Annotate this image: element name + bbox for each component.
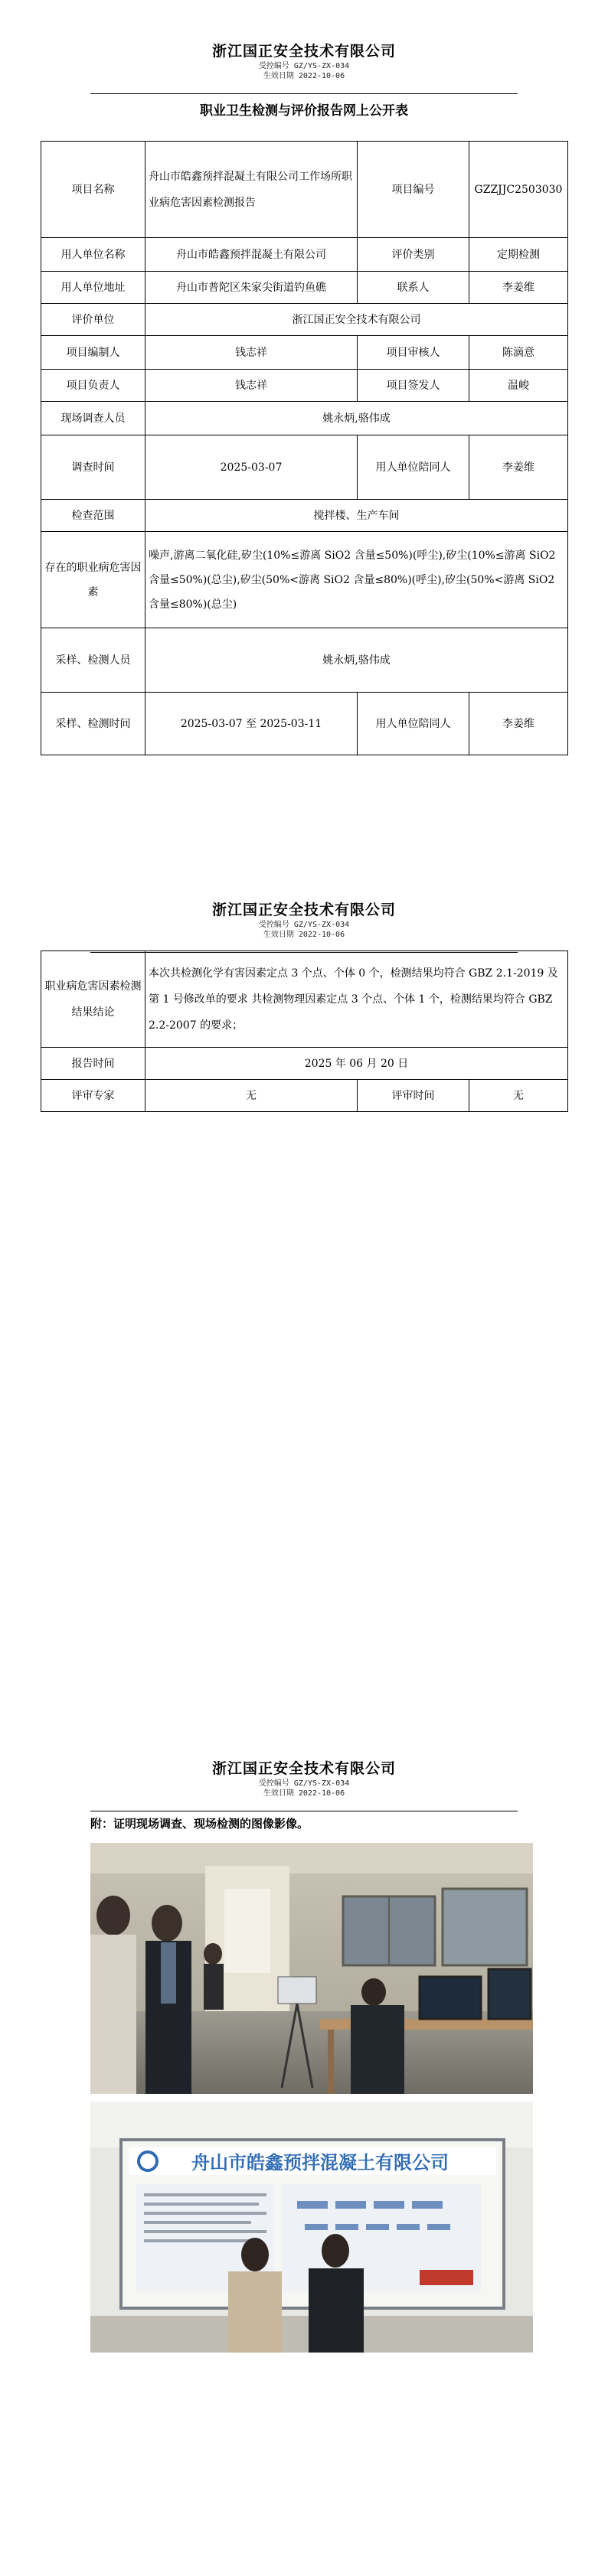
company-sign-text: 舟山市皓鑫预拌混凝土有限公司 — [191, 2152, 449, 2173]
control-number: 受控编号 GZ/YS-ZX-034 — [258, 921, 350, 929]
leader-label: 项目负责人 — [41, 370, 145, 402]
effective-date: 生效日期 2022-10-06 — [263, 931, 345, 939]
page-header — [0, 1759, 608, 1798]
contact: 李姜维 — [469, 272, 568, 304]
company-name: 浙江国正安全技术有限公司 — [211, 902, 396, 918]
sampler-label: 采样、检测人员 — [41, 628, 145, 693]
accompany2: 李姜维 — [469, 693, 568, 755]
sampler: 姚永炳,骆伟成 — [145, 628, 568, 693]
attachment-note: 附：证明现场调查、现场检测的图像影像。 — [90, 1817, 309, 1831]
eval-unit-label: 评价单位 — [41, 304, 145, 336]
scope-label: 检查范围 — [41, 500, 145, 532]
site-detection-photo-image — [90, 2102, 533, 2353]
issuer-label: 项目签发人 — [358, 370, 469, 402]
report-time: 2025 年 06 月 20 日 — [145, 1048, 568, 1080]
accompany-label: 用人单位陪同人 — [358, 435, 469, 500]
surveyor-label: 现场调查人员 — [41, 402, 145, 435]
hazards-label: 存在的职业病危害因素 — [41, 532, 145, 628]
project-name: 舟山市皓鑫预拌混凝土有限公司工作场所职业病危害因素检测报告 — [145, 142, 358, 238]
employer-name: 舟山市皓鑫预拌混凝土有限公司 — [145, 238, 358, 272]
employer-name-label: 用人单位名称 — [41, 238, 145, 272]
survey-time-label: 调查时间 — [41, 435, 145, 500]
conclusion-label: 职业病危害因素检测结果结论 — [41, 951, 145, 1048]
compiler: 钱志祥 — [145, 336, 358, 370]
sample-time-label: 采样、检测时间 — [41, 693, 145, 755]
project-no: GZZJJC2503030 — [469, 142, 568, 238]
eval-unit: 浙江国正安全技术有限公司 — [145, 304, 568, 336]
expert-label: 评审专家 — [41, 1080, 145, 1112]
contact-label: 联系人 — [358, 272, 469, 304]
site-survey-photo-image — [90, 1843, 533, 2094]
control-number: 受控编号 GZ/YS-ZX-034 — [258, 1779, 350, 1788]
control-number: 受控编号 GZ/YS-ZX-034 — [258, 62, 350, 70]
conclusion: 本次共检测化学有害因素定点 3 个点、个体 0 个，检测结果均符合 GBZ 2.1-2019 及第 1 号修改单的要求 共检测物理因素定点 3 个点、个体 1 个，检测结果均符合 GBZ 2.2-2007 的要求； — [145, 951, 568, 1048]
effective-date: 生效日期 2022-10-06 — [263, 1789, 345, 1798]
site-survey-photo — [90, 1843, 533, 2094]
expert: 无 — [145, 1080, 358, 1112]
issuer: 温峻 — [469, 370, 568, 402]
accompany2-label: 用人单位陪同人 — [358, 693, 469, 755]
employer-addr-label: 用人单位地址 — [41, 272, 145, 304]
company-name: 浙江国正安全技术有限公司 — [211, 1760, 396, 1777]
project-no-label: 项目编号 — [358, 142, 469, 238]
eval-type-label: 评价类别 — [358, 238, 469, 272]
sample-time: 2025-03-07 至 2025-03-11 — [145, 693, 358, 755]
report-info-table — [41, 141, 568, 755]
reviewer: 陈滴意 — [469, 336, 568, 370]
accompany: 李姜维 — [469, 435, 568, 500]
page-header — [0, 900, 608, 940]
review-time-label: 评审时间 — [358, 1080, 469, 1112]
employer-addr: 舟山市普陀区朱家尖街道钓鱼礁 — [145, 272, 358, 304]
effective-date: 生效日期 2022-10-06 — [263, 72, 345, 80]
survey-time: 2025-03-07 — [145, 435, 358, 500]
page-header — [0, 41, 608, 81]
header-rule — [90, 93, 518, 94]
hazards: 噪声,游离二氧化硅,矽尘(10%≤游离 SiO2 含量≤50%)(呼尘),矽尘(10%≤游离 SiO2 含量≤50%)(总尘),矽尘(50%<游离 SiO2 含量≤80%)(呼尘),矽尘(50%<游离 SiO2 含量≤80%)(总尘) — [145, 532, 568, 628]
site-detection-photo — [90, 2102, 533, 2353]
document-title: 职业卫生检测与评价报告网上公开表 — [200, 103, 408, 119]
eval-type: 定期检测 — [469, 238, 568, 272]
review-time: 无 — [469, 1080, 568, 1112]
reviewer-label: 项目审核人 — [358, 336, 469, 370]
scope: 搅拌楼、生产车间 — [145, 500, 568, 532]
company-name: 浙江国正安全技术有限公司 — [211, 43, 396, 60]
project-name-label: 项目名称 — [41, 142, 145, 238]
report-time-label: 报告时间 — [41, 1048, 145, 1080]
surveyor: 姚永炳,骆伟成 — [145, 402, 568, 435]
compiler-label: 项目编制人 — [41, 336, 145, 370]
conclusion-table — [41, 951, 568, 1112]
leader: 钱志祥 — [145, 370, 358, 402]
